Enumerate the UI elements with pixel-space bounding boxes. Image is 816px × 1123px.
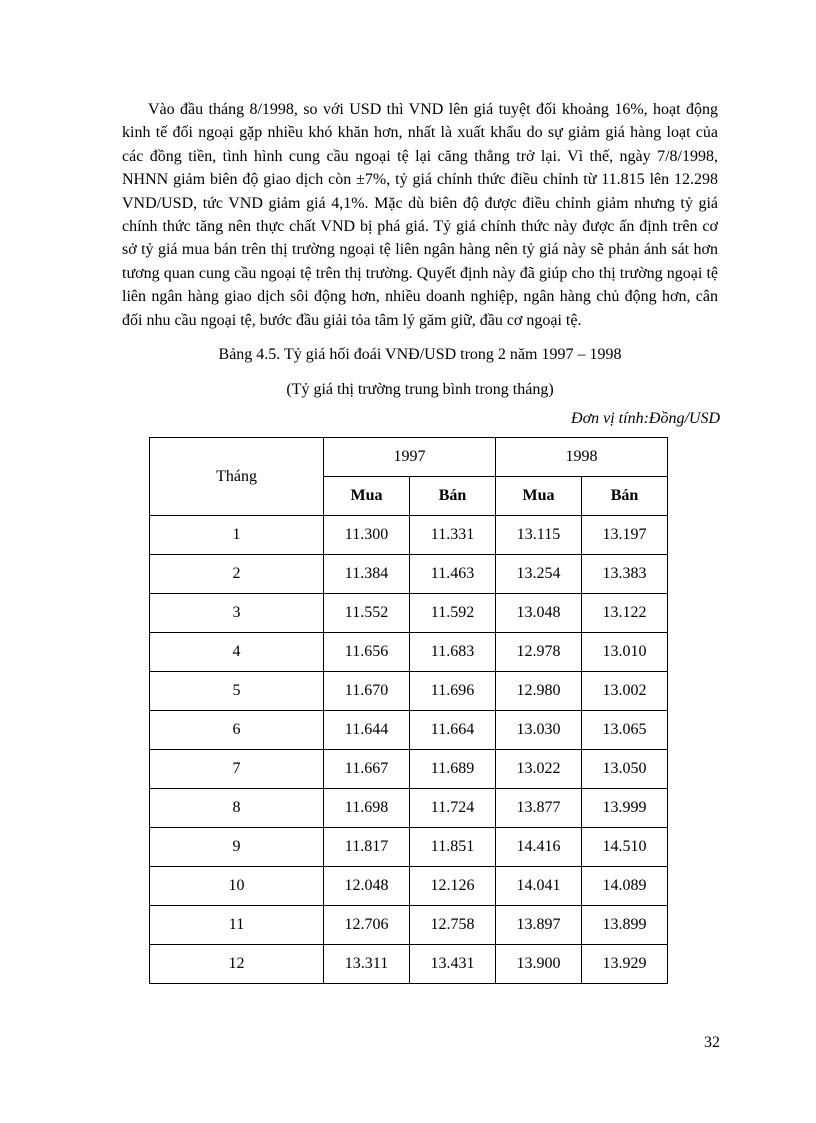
table-row [150, 789, 668, 828]
sell-1997-cell: 11.851 [410, 828, 496, 867]
month-cell: 12 [150, 945, 324, 984]
sell-1997-cell: 11.689 [410, 750, 496, 789]
buy-1998-cell: 12.980 [496, 672, 582, 711]
sell-1997-cell: 11.724 [410, 789, 496, 828]
buy-1997-cell: 11.384 [324, 555, 410, 594]
buy-1998-cell: 13.048 [496, 594, 582, 633]
table-row [150, 633, 668, 672]
table-row [150, 867, 668, 906]
table-row [150, 750, 668, 789]
sell-1997-cell: 11.463 [410, 555, 496, 594]
table-header-row-years [150, 438, 668, 477]
month-cell: 1 [150, 516, 324, 555]
sell-1997-cell: 11.664 [410, 711, 496, 750]
month-column-header: Tháng [150, 438, 324, 516]
page-number: 32 [704, 1034, 720, 1051]
sell-1997-cell: 11.683 [410, 633, 496, 672]
buy-1998-cell: 12.978 [496, 633, 582, 672]
sell-1998-cell: 13.122 [582, 594, 668, 633]
sell-1998-cell: 14.089 [582, 867, 668, 906]
buy-1997-cell: 11.817 [324, 828, 410, 867]
sell-1997-cell: 12.126 [410, 867, 496, 906]
buy-1998-cell: 13.897 [496, 906, 582, 945]
month-cell: 11 [150, 906, 324, 945]
table-row [150, 594, 668, 633]
buy-1998-cell: 13.900 [496, 945, 582, 984]
sell-1997-cell: 11.592 [410, 594, 496, 633]
table-row [150, 711, 668, 750]
buy-1997-cell: 11.300 [324, 516, 410, 555]
month-cell: 8 [150, 789, 324, 828]
table-body [150, 516, 668, 984]
sell-1998-cell: 13.929 [582, 945, 668, 984]
body-paragraph: Vào đầu tháng 8/1998, so với USD thì VND lên giá tuyệt đối khoảng 16%, hoạt động kinh tế đối ngoại gặp nhiều khó khăn hơn, nhất là xuất khẩu do sự giảm giá hàng loạt của các đồng tiền, tình hình cung cầu ngoại tệ lại căng thẳng trở lại. Vì thế, ngày 7/8/1998, NHNN giảm biên độ giao dịch còn ±7%, tỷ giá chính thức điều chỉnh từ 11.815 lên 12.298 VND/USD, tức VND giảm giá 4,1%. Mặc dù biên độ được điều chỉnh giảm nhưng tỷ giá chính thức tăng nên thực chất VND bị phá giá. Tỷ giá chính thức này được ấn định trên cơ sở tỷ giá mua bán trên thị trường ngoại tệ liên ngân hàng nên tỷ giá này sẽ phản ánh sát hơn tương quan cung cầu ngoại tệ trên thị trường. Quyết định này đã giúp cho thị trường ngoại tệ liên ngân hàng giao dịch sôi động hơn, nhiều doanh nghiệp, ngân hàng chủ động hơn, cân đối nhu cầu ngoại tệ, bước đầu giải tỏa tâm lý găm giữ, đầu cơ ngoại tệ. [122, 101, 718, 329]
sell-1998-cell: 13.010 [582, 633, 668, 672]
table-unit: Đơn vị tính:Đồng/USD [571, 410, 720, 427]
buy-1997-cell: 13.311 [324, 945, 410, 984]
month-cell: 7 [150, 750, 324, 789]
buy-1998-cell: 13.877 [496, 789, 582, 828]
sell-1997-cell: 11.331 [410, 516, 496, 555]
buy-1997-cell: 11.667 [324, 750, 410, 789]
table-title: Bảng 4.5. Tỷ giá hối đoái VNĐ/USD trong 2 năm 1997 – 1998 [218, 346, 622, 363]
buy-1998-cell: 13.030 [496, 711, 582, 750]
sell-header-1997: Bán [410, 477, 496, 516]
table-row [150, 516, 668, 555]
year-header-1997: 1997 [324, 438, 496, 477]
buy-1997-cell: 12.048 [324, 867, 410, 906]
buy-1998-cell: 13.254 [496, 555, 582, 594]
buy-1997-cell: 11.698 [324, 789, 410, 828]
sell-1998-cell: 13.899 [582, 906, 668, 945]
sell-1997-cell: 12.758 [410, 906, 496, 945]
buy-1997-cell: 11.670 [324, 672, 410, 711]
month-cell: 4 [150, 633, 324, 672]
sell-1998-cell: 13.197 [582, 516, 668, 555]
sell-1998-cell: 14.510 [582, 828, 668, 867]
buy-1997-cell: 11.644 [324, 711, 410, 750]
buy-1998-cell: 13.115 [496, 516, 582, 555]
table-row [150, 945, 668, 984]
sell-1998-cell: 13.050 [582, 750, 668, 789]
sell-1998-cell: 13.999 [582, 789, 668, 828]
buy-1997-cell: 12.706 [324, 906, 410, 945]
buy-1997-cell: 11.656 [324, 633, 410, 672]
table-row [150, 555, 668, 594]
month-cell: 2 [150, 555, 324, 594]
table-row [150, 672, 668, 711]
buy-header-1998: Mua [496, 477, 582, 516]
sell-1998-cell: 13.002 [582, 672, 668, 711]
month-cell: 3 [150, 594, 324, 633]
table-subtitle: (Tỷ giá thị trường trung bình trong tháng) [286, 381, 554, 398]
sell-1998-cell: 13.383 [582, 555, 668, 594]
sell-1997-cell: 13.431 [410, 945, 496, 984]
buy-header-1997: Mua [324, 477, 410, 516]
table-row [150, 828, 668, 867]
month-cell: 5 [150, 672, 324, 711]
month-cell: 9 [150, 828, 324, 867]
sell-1997-cell: 11.696 [410, 672, 496, 711]
buy-1998-cell: 13.022 [496, 750, 582, 789]
buy-1998-cell: 14.416 [496, 828, 582, 867]
year-header-1998: 1998 [496, 438, 668, 477]
table-row [150, 906, 668, 945]
month-cell: 10 [150, 867, 324, 906]
buy-1997-cell: 11.552 [324, 594, 410, 633]
exchange-rate-table [149, 437, 668, 984]
sell-header-1998: Bán [582, 477, 668, 516]
month-cell: 6 [150, 711, 324, 750]
sell-1998-cell: 13.065 [582, 711, 668, 750]
buy-1998-cell: 14.041 [496, 867, 582, 906]
